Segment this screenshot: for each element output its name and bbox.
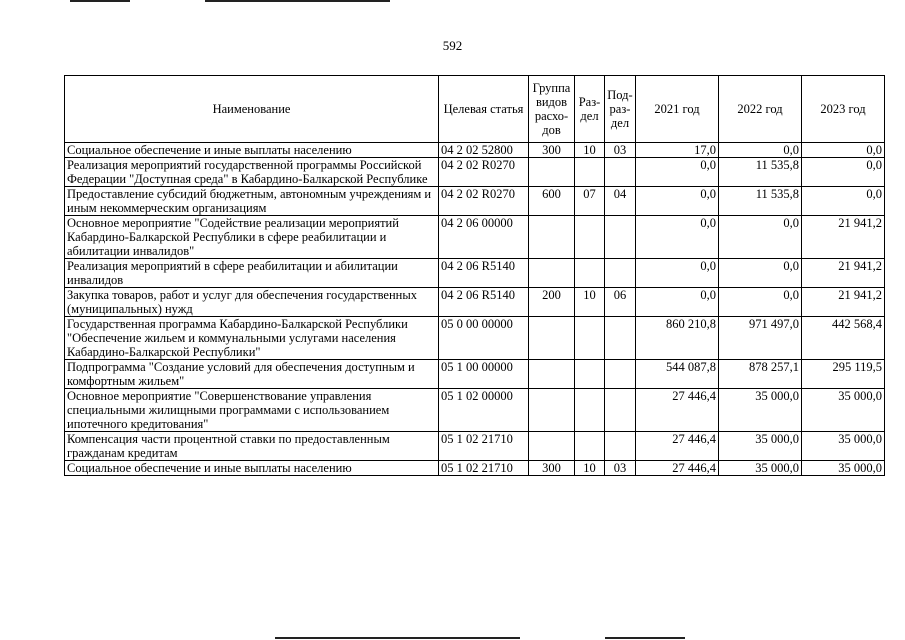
scan-artifact-bottom bbox=[605, 637, 685, 639]
table-row bbox=[65, 216, 885, 259]
row-2021-cell: 860 210,8 bbox=[636, 317, 719, 360]
row-target-cell: 05 1 00 00000 bbox=[439, 360, 529, 389]
row-2022-cell: 0,0 bbox=[719, 288, 802, 317]
header-name: Наименование bbox=[65, 76, 439, 143]
row-group-cell: 300 bbox=[529, 143, 575, 158]
row-2022-cell: 878 257,1 bbox=[719, 360, 802, 389]
row-name-cell: Предоставление субсидий бюджетным, автономным учреждениям и иным некоммерческим организациям bbox=[65, 187, 439, 216]
header-2023: 2023 год bbox=[802, 76, 885, 143]
row-section-cell bbox=[575, 158, 605, 187]
page-number: 592 bbox=[442, 38, 463, 53]
row-2021-cell: 544 087,8 bbox=[636, 360, 719, 389]
row-name-cell: Основное мероприятие "Содействие реализации мероприятий Кабардино-Балкарской Республики в сфере реабилитации и абилитации инвалидов" bbox=[65, 216, 439, 259]
row-subsection-cell bbox=[605, 317, 636, 360]
row-target-cell: 04 2 06 R5140 bbox=[439, 288, 529, 317]
row-group-cell bbox=[529, 259, 575, 288]
row-subsection-cell bbox=[605, 259, 636, 288]
row-group-cell: 200 bbox=[529, 288, 575, 317]
table-row bbox=[65, 158, 885, 187]
row-target-cell: 04 2 02 52800 bbox=[439, 143, 529, 158]
table-row bbox=[65, 317, 885, 360]
row-subsection-cell: 04 bbox=[605, 187, 636, 216]
table-row bbox=[65, 288, 885, 317]
row-2022-cell: 35 000,0 bbox=[719, 389, 802, 432]
table-row bbox=[65, 432, 885, 461]
table-row bbox=[65, 461, 885, 476]
row-name-cell: Компенсация части процентной ставки по предоставленным гражданам кредитам bbox=[65, 432, 439, 461]
row-2022-cell: 11 535,8 bbox=[719, 158, 802, 187]
header-section: Раз-дел bbox=[575, 76, 605, 143]
row-2021-cell: 0,0 bbox=[636, 216, 719, 259]
row-2023-cell: 35 000,0 bbox=[802, 461, 885, 476]
row-name-cell: Подпрограмма "Создание условий для обеспечения доступным и комфортным жильем" bbox=[65, 360, 439, 389]
row-name-cell: Закупка товаров, работ и услуг для обеспечения государственных (муниципальных) нужд bbox=[65, 288, 439, 317]
row-2022-cell: 35 000,0 bbox=[719, 432, 802, 461]
row-2023-cell: 35 000,0 bbox=[802, 432, 885, 461]
row-subsection-cell bbox=[605, 389, 636, 432]
header-group: Группа видов расхо-дов bbox=[529, 76, 575, 143]
row-group-cell bbox=[529, 432, 575, 461]
row-2021-cell: 17,0 bbox=[636, 143, 719, 158]
row-2022-cell: 11 535,8 bbox=[719, 187, 802, 216]
header-target: Целевая статья bbox=[439, 76, 529, 143]
row-2021-cell: 0,0 bbox=[636, 288, 719, 317]
row-2023-cell: 21 941,2 bbox=[802, 216, 885, 259]
row-name-cell: Реализация мероприятий в сфере реабилитации и абилитации инвалидов bbox=[65, 259, 439, 288]
row-subsection-cell: 06 bbox=[605, 288, 636, 317]
row-2023-cell: 21 941,2 bbox=[802, 288, 885, 317]
row-section-cell bbox=[575, 317, 605, 360]
row-2022-cell: 35 000,0 bbox=[719, 461, 802, 476]
row-target-cell: 04 2 06 R5140 bbox=[439, 259, 529, 288]
row-2023-cell: 21 941,2 bbox=[802, 259, 885, 288]
row-group-cell bbox=[529, 317, 575, 360]
row-target-cell: 04 2 06 00000 bbox=[439, 216, 529, 259]
scan-artifact-top bbox=[70, 0, 130, 2]
row-subsection-cell: 03 bbox=[605, 461, 636, 476]
row-2023-cell: 35 000,0 bbox=[802, 389, 885, 432]
row-section-cell: 07 bbox=[575, 187, 605, 216]
row-2021-cell: 0,0 bbox=[636, 187, 719, 216]
table-body bbox=[65, 143, 885, 476]
row-2023-cell: 0,0 bbox=[802, 187, 885, 216]
table-row bbox=[65, 187, 885, 216]
row-2022-cell: 0,0 bbox=[719, 143, 802, 158]
row-name-cell: Социальное обеспечение и иные выплаты населению bbox=[65, 143, 439, 158]
row-2021-cell: 27 446,4 bbox=[636, 432, 719, 461]
row-group-cell bbox=[529, 360, 575, 389]
row-2021-cell: 0,0 bbox=[636, 158, 719, 187]
table-row bbox=[65, 389, 885, 432]
row-target-cell: 05 1 02 21710 bbox=[439, 432, 529, 461]
row-subsection-cell bbox=[605, 432, 636, 461]
row-2022-cell: 0,0 bbox=[719, 216, 802, 259]
row-2021-cell: 27 446,4 bbox=[636, 389, 719, 432]
row-2023-cell: 0,0 bbox=[802, 143, 885, 158]
row-subsection-cell bbox=[605, 360, 636, 389]
row-section-cell bbox=[575, 216, 605, 259]
row-group-cell bbox=[529, 389, 575, 432]
row-target-cell: 05 1 02 00000 bbox=[439, 389, 529, 432]
row-section-cell bbox=[575, 259, 605, 288]
row-target-cell: 04 2 02 R0270 bbox=[439, 187, 529, 216]
row-2023-cell: 442 568,4 bbox=[802, 317, 885, 360]
row-section-cell: 10 bbox=[575, 143, 605, 158]
row-group-cell: 300 bbox=[529, 461, 575, 476]
row-target-cell: 05 0 00 00000 bbox=[439, 317, 529, 360]
row-section-cell bbox=[575, 360, 605, 389]
row-subsection-cell bbox=[605, 158, 636, 187]
row-2023-cell: 295 119,5 bbox=[802, 360, 885, 389]
budget-table bbox=[64, 75, 885, 476]
row-name-cell: Основное мероприятие "Совершенствование управления специальными жилищными программами с использованием ипотечного кредитования" bbox=[65, 389, 439, 432]
row-name-cell: Государственная программа Кабардино-Балкарской Республики "Обеспечение жильем и коммунальными услугами населения Кабардино-Балкарской Республики" bbox=[65, 317, 439, 360]
row-section-cell: 10 bbox=[575, 288, 605, 317]
row-2021-cell: 27 446,4 bbox=[636, 461, 719, 476]
row-section-cell bbox=[575, 389, 605, 432]
row-section-cell: 10 bbox=[575, 461, 605, 476]
row-2023-cell: 0,0 bbox=[802, 158, 885, 187]
header-2021: 2021 год bbox=[636, 76, 719, 143]
row-group-cell bbox=[529, 158, 575, 187]
row-target-cell: 05 1 02 21710 bbox=[439, 461, 529, 476]
scan-artifact-bottom bbox=[275, 637, 520, 639]
row-2022-cell: 0,0 bbox=[719, 259, 802, 288]
row-section-cell bbox=[575, 432, 605, 461]
table-header-row bbox=[65, 76, 885, 143]
table-row bbox=[65, 143, 885, 158]
row-target-cell: 04 2 02 R0270 bbox=[439, 158, 529, 187]
scan-artifact-top bbox=[205, 0, 390, 2]
row-name-cell: Реализация мероприятий государственной программы Российской Федерации "Доступная среда" в Кабардино-Балкарской Республике bbox=[65, 158, 439, 187]
row-group-cell bbox=[529, 216, 575, 259]
header-2022: 2022 год bbox=[719, 76, 802, 143]
table-row bbox=[65, 360, 885, 389]
row-2021-cell: 0,0 bbox=[636, 259, 719, 288]
row-name-cell: Социальное обеспечение и иные выплаты населению bbox=[65, 461, 439, 476]
row-subsection-cell: 03 bbox=[605, 143, 636, 158]
row-2022-cell: 971 497,0 bbox=[719, 317, 802, 360]
row-group-cell: 600 bbox=[529, 187, 575, 216]
row-subsection-cell bbox=[605, 216, 636, 259]
table-row bbox=[65, 259, 885, 288]
header-subsection: Под-раз-дел bbox=[605, 76, 636, 143]
